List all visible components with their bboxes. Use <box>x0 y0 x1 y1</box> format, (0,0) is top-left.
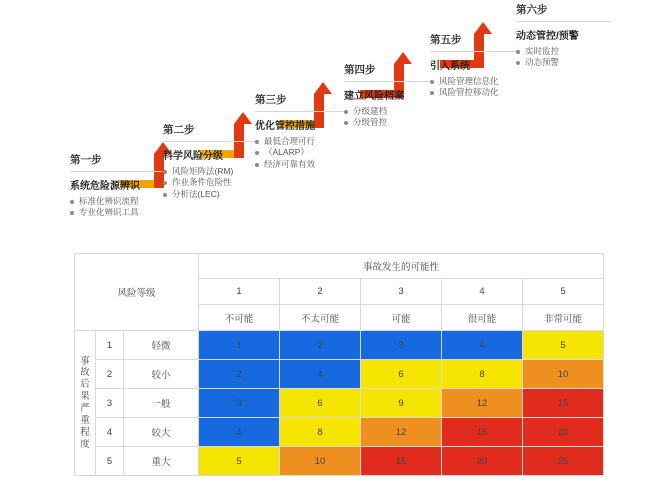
table-row <box>75 360 604 389</box>
step-4-title: 建立风险档案 <box>344 91 404 102</box>
matrix-cell: 20 <box>442 447 523 476</box>
matrix-cell: 15 <box>523 389 604 418</box>
step-2-title: 科学风险分级 <box>163 151 223 162</box>
severity-number: 2 <box>96 360 124 389</box>
step-2-label: 第二步 <box>163 124 195 136</box>
table-row <box>75 447 604 476</box>
step-3-item: 经济可靠有效 <box>255 159 375 170</box>
prob-word-cell: 不可能 <box>199 305 280 331</box>
prob-word-cell: 可能 <box>361 305 442 331</box>
severity-axis-char: 事 <box>80 355 90 367</box>
step-1-label: 第一步 <box>70 154 102 166</box>
matrix-cell: 15 <box>361 447 442 476</box>
matrix-cell: 8 <box>442 360 523 389</box>
prob-word-cell: 不太可能 <box>280 305 361 331</box>
matrix-cell: 2 <box>280 331 361 360</box>
prob-number-cell: 5 <box>523 279 604 305</box>
matrix-cell: 12 <box>442 389 523 418</box>
risk-matrix-table <box>74 253 604 476</box>
prob-number-cell: 1 <box>199 279 280 305</box>
step-6-item: 实时监控 <box>516 46 641 57</box>
step-2-items <box>163 166 288 200</box>
matrix-cell: 3 <box>199 389 280 418</box>
matrix-cell: 10 <box>523 360 604 389</box>
step-5-item: 风险管理信息化 <box>430 76 550 87</box>
step-5-divider <box>430 51 520 52</box>
severity-axis-char: 度 <box>80 438 90 450</box>
step-5-item: 风险管控移动化 <box>430 87 550 98</box>
step-4-item: 分级管控 <box>344 117 459 128</box>
prob-word-cell: 很可能 <box>442 305 523 331</box>
matrix-cell: 4 <box>199 418 280 447</box>
step-3-item: 最低合理可行 <box>255 136 375 147</box>
matrix-cell: 5 <box>199 447 280 476</box>
step-6-items <box>516 46 641 69</box>
severity-number: 5 <box>96 447 124 476</box>
step-3-title: 优化管控措施 <box>255 121 315 132</box>
matrix-cell: 12 <box>361 418 442 447</box>
step-3-label: 第三步 <box>255 94 287 106</box>
step-6 <box>516 2 641 69</box>
matrix-cell: 5 <box>523 331 604 360</box>
probability-header: 事故发生的可能性 <box>199 254 604 279</box>
step-1-item: 专业化辨识工具 <box>70 207 190 218</box>
matrix-cell: 9 <box>361 389 442 418</box>
step-1-item: 标准化辨识流程 <box>70 196 190 207</box>
matrix-cell: 8 <box>280 418 361 447</box>
matrix-cell: 6 <box>361 360 442 389</box>
step-1-divider <box>70 171 162 172</box>
severity-axis-char: 故 <box>80 367 90 379</box>
step-2-item: 风险矩阵法(RM) <box>163 166 288 177</box>
step-4-label: 第四步 <box>344 64 376 76</box>
step-5-items <box>430 76 550 99</box>
step-4-items <box>344 106 459 129</box>
severity-axis-char: 后 <box>80 379 90 391</box>
severity-number: 1 <box>96 331 124 360</box>
step-4-divider <box>344 81 432 82</box>
severity-axis-char: 果 <box>80 391 90 403</box>
steps-diagram <box>0 0 653 236</box>
prob-number-cell: 2 <box>280 279 361 305</box>
step-3-item: （ALARP） <box>255 147 375 158</box>
severity-axis-label <box>75 331 96 476</box>
matrix-cell: 1 <box>199 331 280 360</box>
step-3-items <box>255 136 375 170</box>
matrix-cell: 10 <box>280 447 361 476</box>
risk-level-label: 风险等级 <box>75 254 199 331</box>
step-6-item: 动态预警 <box>516 57 641 68</box>
step-2-item: 分析法(LEC) <box>163 189 288 200</box>
matrix-cell: 16 <box>442 418 523 447</box>
table-row <box>75 331 604 360</box>
severity-number: 4 <box>96 418 124 447</box>
prob-number-cell: 4 <box>442 279 523 305</box>
prob-word-cell: 非常可能 <box>523 305 604 331</box>
severity-name: 一般 <box>124 389 199 418</box>
step-5-title: 引入系统 <box>430 61 470 72</box>
step-6-label: 第六步 <box>516 4 548 16</box>
step-2-item: 作业条件危险性 <box>163 177 288 188</box>
severity-axis-char: 严 <box>80 403 90 414</box>
matrix-cell: 6 <box>280 389 361 418</box>
matrix-cell: 4 <box>280 360 361 389</box>
step-5-label: 第五步 <box>430 34 462 46</box>
step-6-divider <box>516 21 611 22</box>
matrix-cell: 4 <box>442 331 523 360</box>
matrix-cell: 2 <box>199 360 280 389</box>
severity-number: 3 <box>96 389 124 418</box>
severity-name: 重大 <box>124 447 199 476</box>
step-2-divider <box>163 141 258 142</box>
table-row <box>75 418 604 447</box>
prob-number-cell: 3 <box>361 279 442 305</box>
matrix-cell: 20 <box>523 418 604 447</box>
step-4-item: 分级建档 <box>344 106 459 117</box>
step-6-title: 动态管控/预警 <box>516 31 579 42</box>
severity-name: 轻微 <box>124 331 199 360</box>
severity-name: 较大 <box>124 418 199 447</box>
severity-axis-char: 重 <box>80 414 90 426</box>
matrix-cell: 25 <box>523 447 604 476</box>
severity-axis-char: 程 <box>80 426 90 438</box>
step-1-title: 系统危险源辨识 <box>70 181 140 192</box>
step-3-divider <box>255 111 345 112</box>
table-row <box>75 389 604 418</box>
matrix-cell: 3 <box>361 331 442 360</box>
severity-name: 较小 <box>124 360 199 389</box>
table-row <box>75 254 604 279</box>
